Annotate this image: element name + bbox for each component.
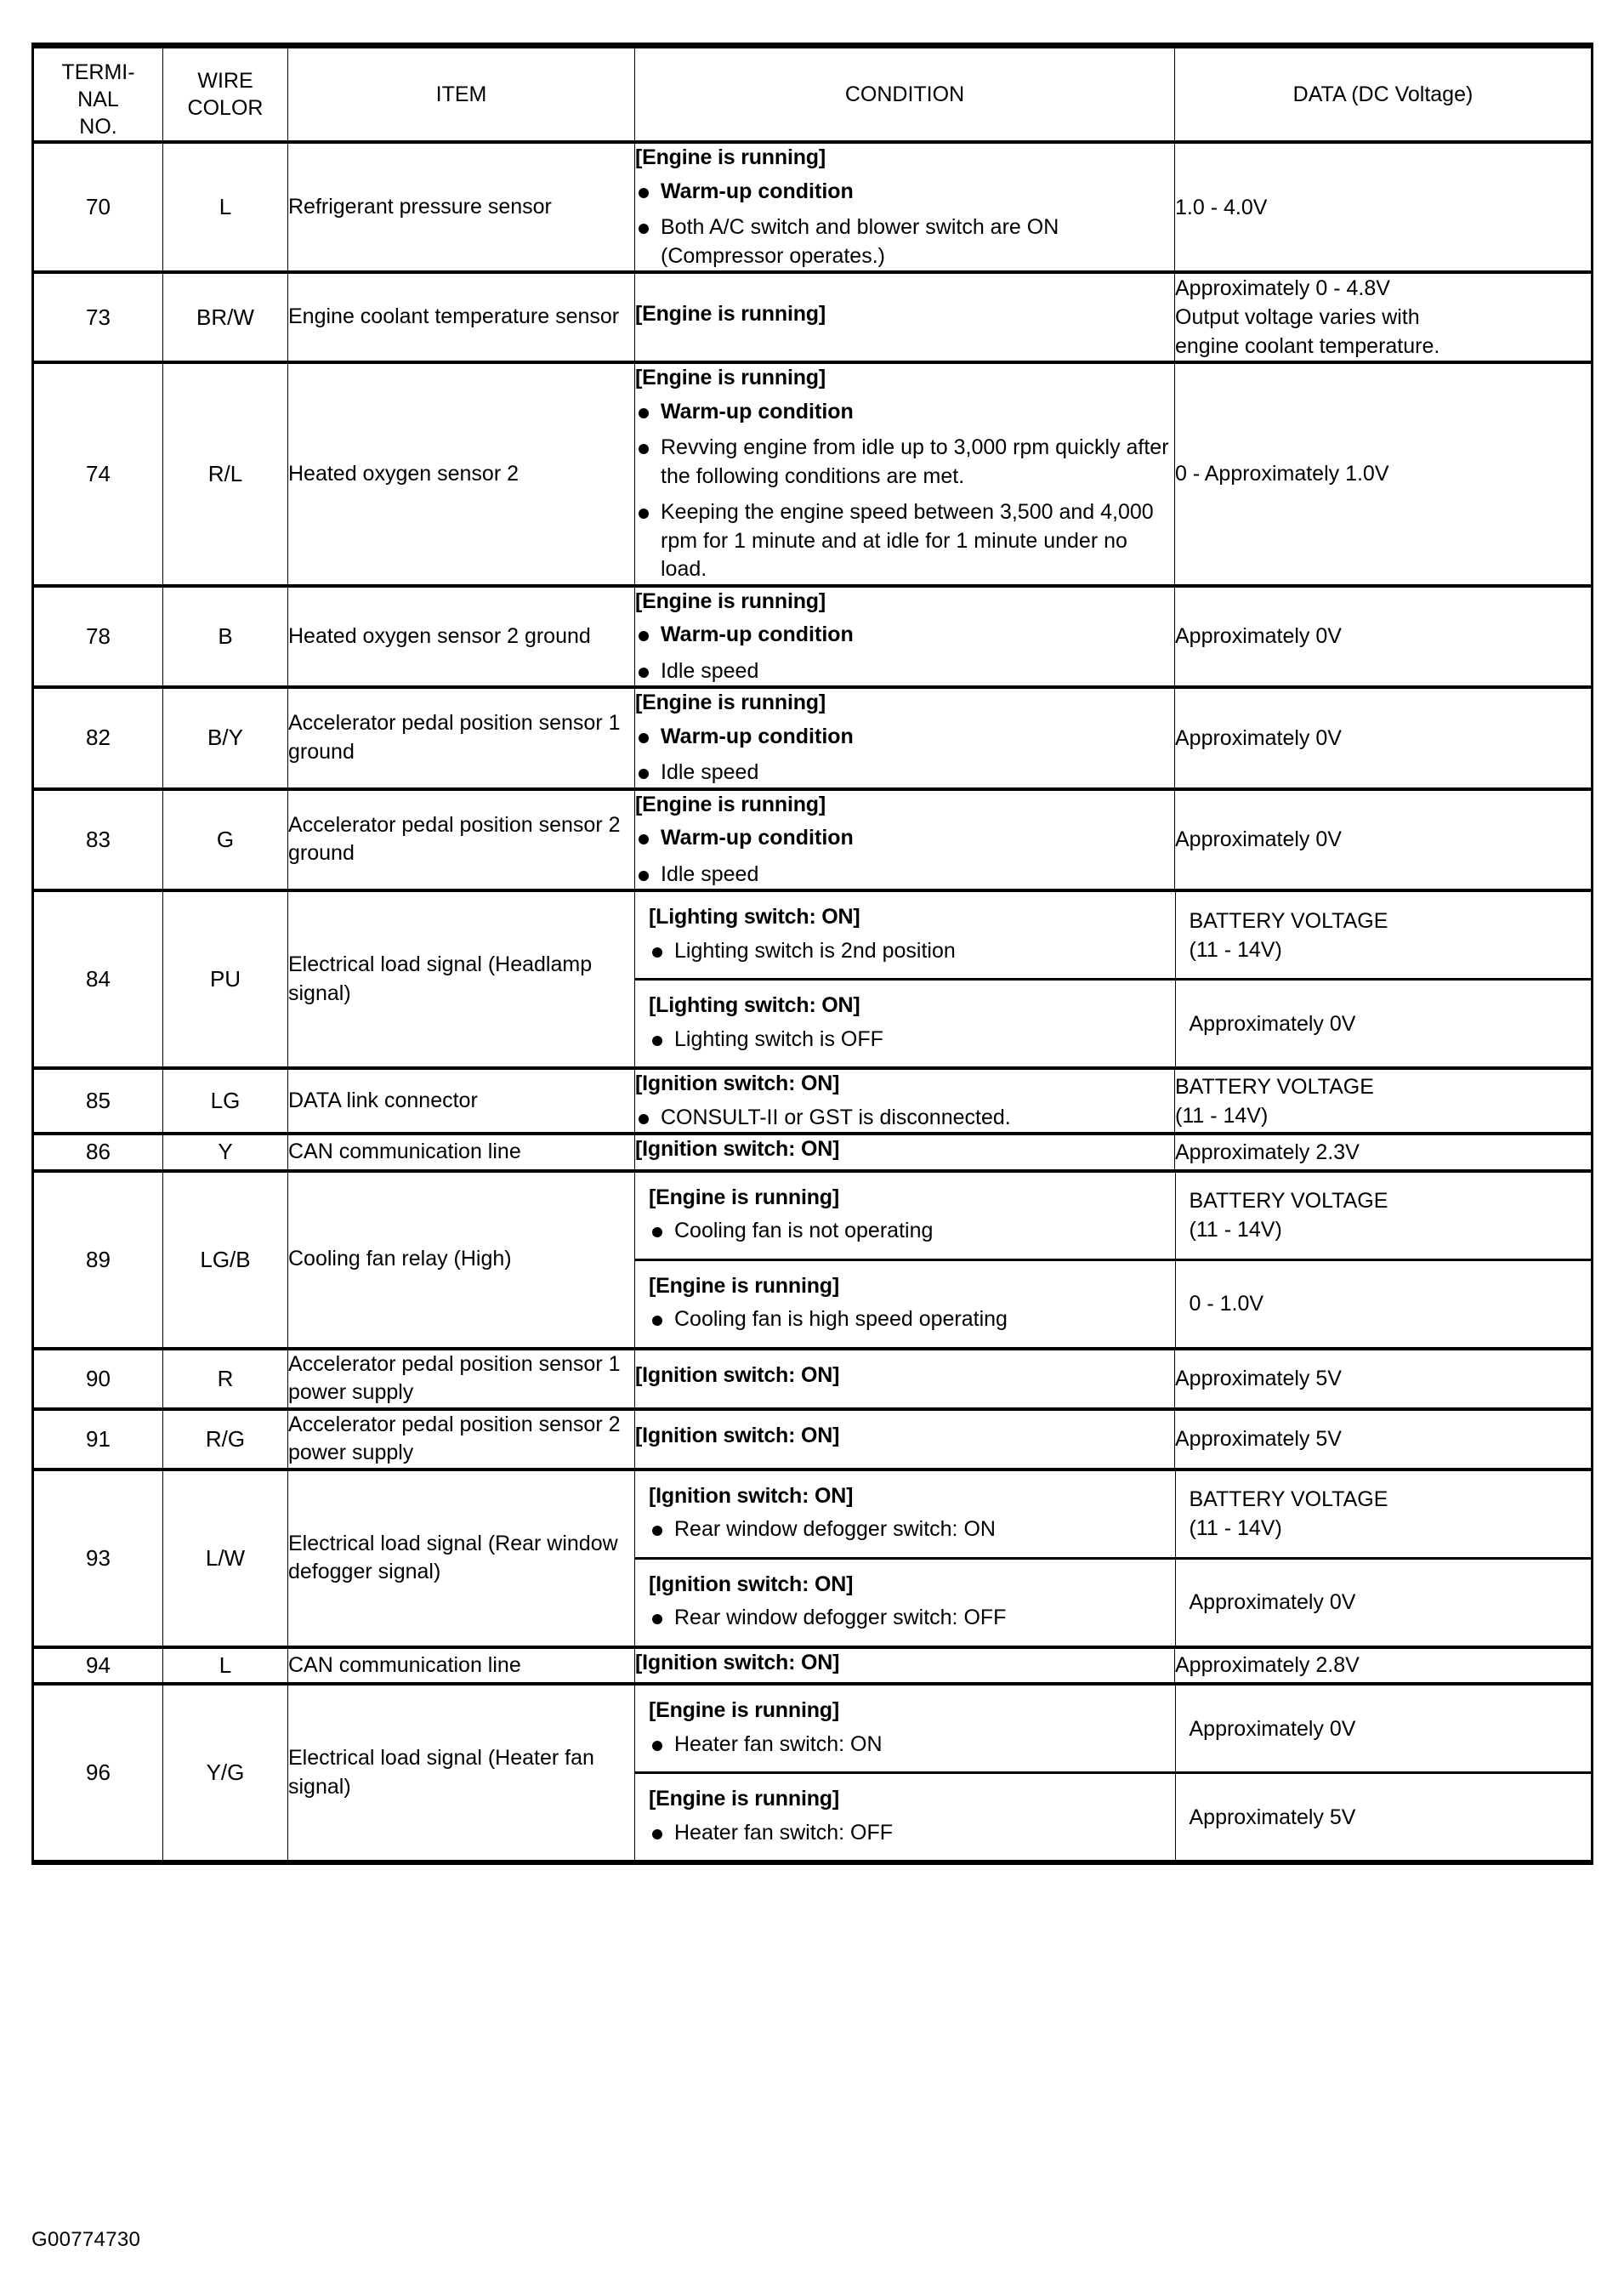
data-value-line: Approximately 2.3V [1175,1140,1360,1164]
cell-item: CAN communication line [288,1134,635,1171]
cell-item: Cooling fan relay (High) [288,1171,635,1349]
cell-condition [635,272,1175,362]
header-line-2: COLOR [187,96,264,120]
condition-bullet-list [635,1104,1174,1133]
cell-data [1175,1647,1593,1685]
cell-item: Accelerator pedal position sensor 2 ground [288,789,635,891]
condition-heading: [Engine is running] [635,691,826,714]
table-row [33,1171,1593,1349]
condition-bullet: CONSULT-II or GST is disconnected. [635,1104,1174,1133]
condition-bullet-list [649,1217,1167,1246]
cell-condition-data-group [635,1470,1593,1647]
condition-data-subrow [635,1471,1593,1559]
data-value-line: BATTERY VOLTAGE [1189,1487,1388,1511]
data-value-line: BATTERY VOLTAGE [1175,1074,1374,1099]
cell-item: Accelerator pedal position sensor 2 power supply [288,1409,635,1470]
cell-data [1175,1259,1593,1347]
condition-heading: [Ignition switch: ON] [649,1483,854,1508]
data-value-line: engine coolant temperature. [1175,334,1440,358]
cell-condition [635,1134,1175,1171]
condition-data-subrow [635,1173,1593,1260]
condition-bullet-list [649,1731,1167,1759]
terminal-spec-table [31,43,1593,1865]
cell-data [1175,789,1593,891]
condition-heading: [Engine is running] [635,588,826,613]
data-value-line: Approximately 0V [1189,1716,1356,1741]
cell-item: Refrigerant pressure sensor [288,142,635,272]
condition-data-subrow [635,1686,1593,1773]
cell-data [1175,1471,1593,1559]
cell-terminal-no: 96 [33,1684,163,1862]
condition-data-subrow [635,1773,1593,1861]
cell-terminal-no: 70 [33,142,163,272]
table-row [33,362,1593,586]
condition-heading: [Ignition switch: ON] [635,1072,840,1095]
condition-heading: [Engine is running] [649,1787,839,1811]
data-value-line: Approximately 5V [1175,1367,1342,1390]
condition-bullet: Rear window defogger switch: OFF [649,1604,1167,1633]
cell-item: Electrical load signal (Rear window defogger signal) [288,1470,635,1647]
condition-data-subtable [635,1173,1593,1347]
condition-bullet: Warm-up condition [635,824,1174,853]
condition-bullet: Cooling fan is high speed operating [649,1305,1167,1334]
condition-bullet-list [635,178,1174,271]
cell-condition [635,1409,1175,1470]
condition-bullet: Heater fan switch: OFF [649,1819,1167,1848]
condition-bullet-list [649,1515,1167,1544]
cell-condition [635,789,1175,891]
condition-heading: [Engine is running] [649,1698,839,1722]
table-header [33,46,1593,143]
data-value-line: Approximately 2.8V [1175,1653,1360,1678]
cell-item: DATA link connector [288,1068,635,1134]
data-value-line: (11 - 14V) [1189,1218,1282,1242]
cell-wire-color: R/G [163,1409,288,1470]
header-line-1: WIRE [197,69,253,93]
condition-bullet-list [635,398,1174,584]
condition-bullet-list [649,1305,1167,1334]
condition-heading: [Engine is running] [635,366,826,389]
cell-terminal-no: 90 [33,1349,163,1409]
condition-bullet: Revving engine from idle up to 3,000 rpm quickly after the following conditions are met. [635,434,1174,491]
header-row [33,46,1593,143]
cell-data [1175,1068,1593,1134]
cell-data [1175,272,1593,362]
table-row [33,142,1593,272]
table-row [33,1647,1593,1685]
condition-heading: [Ignition switch: ON] [635,1650,840,1674]
cell-condition [635,586,1175,688]
header-line-2: NAL [77,88,119,111]
condition-bullet-list [635,621,1174,685]
cell-data [1175,1773,1593,1861]
cell-wire-color: BR/W [163,272,288,362]
cell-terminal-no: 94 [33,1647,163,1685]
column-header-terminal-no [33,46,163,143]
cell-condition [635,1558,1175,1646]
condition-data-subtable [635,892,1593,1066]
cell-wire-color: R [163,1349,288,1409]
cell-condition-data-group [635,1684,1593,1862]
cell-condition [635,142,1175,272]
data-value-line: Approximately 5V [1175,1427,1342,1451]
cell-data [1175,1173,1593,1260]
condition-bullet: Cooling fan is not operating [649,1217,1167,1246]
cell-data [1175,586,1593,688]
condition-heading: [Engine is running] [635,302,826,327]
cell-wire-color: R/L [163,362,288,586]
data-value-line: BATTERY VOLTAGE [1189,1189,1388,1213]
table-row [33,1349,1593,1409]
cell-terminal-no: 82 [33,687,163,789]
cell-item: Heated oxygen sensor 2 ground [288,586,635,688]
cell-condition [635,687,1175,789]
cell-wire-color: Y/G [163,1684,288,1862]
cell-data [1175,1349,1593,1409]
table-row [33,1068,1593,1134]
condition-bullet: Both A/C switch and blower switch are ON (Compressor operates.) [635,213,1174,270]
table-row [33,890,1593,1068]
cell-data [1175,1409,1593,1470]
column-header-item: ITEM [288,46,635,143]
data-value-line: Approximately 0V [1175,624,1342,649]
condition-bullet: Idle speed [635,759,1174,787]
condition-heading: [Engine is running] [635,145,826,169]
cell-terminal-no: 83 [33,789,163,891]
cell-condition [635,1773,1175,1861]
cell-condition [635,1471,1175,1559]
cell-condition [635,1173,1175,1260]
cell-wire-color: LG [163,1068,288,1134]
cell-terminal-no: 86 [33,1134,163,1171]
data-value-line: (11 - 14V) [1175,1103,1269,1128]
condition-heading: [Ignition switch: ON] [649,1572,854,1596]
condition-bullet-list [649,1026,1167,1055]
table-row [33,1134,1593,1171]
cell-condition [635,892,1175,980]
condition-bullet: Heater fan switch: ON [649,1731,1167,1759]
cell-item: Engine coolant temperature sensor [288,272,635,362]
cell-wire-color: L/W [163,1470,288,1647]
condition-bullet: Idle speed [635,861,1174,890]
cell-item: CAN communication line [288,1647,635,1685]
cell-wire-color: B/Y [163,687,288,789]
condition-data-subrow [635,980,1593,1067]
header-line-1: TERMI- [61,60,135,84]
cell-data [1175,1686,1593,1773]
cell-item: Accelerator pedal position sensor 1 power supply [288,1349,635,1409]
condition-heading: [Engine is running] [635,792,826,816]
table-row [33,1470,1593,1647]
data-value-line: (11 - 14V) [1189,937,1282,962]
condition-bullet: Warm-up condition [635,398,1174,427]
table-row [33,1409,1593,1470]
condition-bullet-list [635,723,1174,787]
condition-bullet-list [649,1604,1167,1633]
cell-wire-color: PU [163,890,288,1068]
cell-condition [635,1068,1175,1134]
cell-data [1175,892,1593,980]
cell-condition-data-group [635,890,1593,1068]
data-value-line: (11 - 14V) [1189,1516,1282,1540]
column-header-condition: CONDITION [635,46,1175,143]
cell-terminal-no: 78 [33,586,163,688]
data-value-line: Approximately 0V [1189,1011,1356,1036]
data-value-line: Approximately 0V [1189,1590,1356,1614]
figure-reference-code: G00774730 [31,2228,141,2251]
cell-wire-color: Y [163,1134,288,1171]
condition-bullet: Keeping the engine speed between 3,500 and 4,000 rpm for 1 minute and at idle for 1 minute under no load. [635,498,1174,584]
cell-condition-data-group [635,1171,1593,1349]
cell-item: Accelerator pedal position sensor 1 ground [288,687,635,789]
condition-heading: [Lighting switch: ON] [649,993,860,1017]
condition-data-subrow [635,1558,1593,1646]
data-value-line: Approximately 0V [1175,827,1342,852]
condition-heading: [Engine is running] [649,1273,839,1298]
condition-bullet: Idle speed [635,657,1174,686]
condition-bullet: Warm-up condition [635,621,1174,650]
condition-bullet-list [649,1819,1167,1848]
table-row [33,687,1593,789]
cell-terminal-no: 91 [33,1409,163,1470]
table-row [33,789,1593,891]
cell-wire-color: B [163,586,288,688]
cell-terminal-no: 84 [33,890,163,1068]
condition-bullet: Lighting switch is 2nd position [649,937,1167,966]
cell-data [1175,1134,1593,1171]
cell-item: Heated oxygen sensor 2 [288,362,635,586]
data-value-line: 0 - Approximately 1.0V [1175,462,1389,486]
header-line-3: NO. [79,115,117,139]
cell-item: Electrical load signal (Headlamp signal) [288,890,635,1068]
cell-data [1175,362,1593,586]
data-value-line: Approximately 0 - 4.8V [1175,276,1390,300]
condition-heading: [Ignition switch: ON] [635,1424,840,1448]
cell-condition [635,980,1175,1067]
cell-condition [635,1686,1175,1773]
cell-condition [635,362,1175,586]
data-value-line: 0 - 1.0V [1189,1292,1264,1316]
cell-terminal-no: 73 [33,272,163,362]
cell-terminal-no: 89 [33,1171,163,1349]
cell-condition [635,1259,1175,1347]
condition-data-subtable [635,1471,1593,1646]
cell-data [1175,980,1593,1067]
data-value-line: Approximately 5V [1189,1805,1356,1829]
cell-item: Electrical load signal (Heater fan signal) [288,1684,635,1862]
condition-bullet-list [649,937,1167,966]
cell-wire-color: L [163,142,288,272]
data-value-line: Output voltage varies with [1175,305,1420,329]
cell-wire-color: LG/B [163,1171,288,1349]
cell-data [1175,142,1593,272]
condition-bullet: Warm-up condition [635,178,1174,207]
data-value-line: BATTERY VOLTAGE [1189,908,1388,933]
table-body [33,142,1593,1862]
condition-data-subrow [635,892,1593,980]
table-row [33,586,1593,688]
condition-heading: [Engine is running] [649,1185,839,1209]
condition-data-subrow [635,1259,1593,1347]
condition-heading: [Ignition switch: ON] [635,1137,840,1161]
table-row [33,272,1593,362]
condition-bullet: Lighting switch is OFF [649,1026,1167,1055]
cell-data [1175,1558,1593,1646]
cell-data [1175,687,1593,789]
condition-data-subtable [635,1686,1593,1860]
data-value-line: Approximately 0V [1175,725,1342,750]
cell-condition [635,1349,1175,1409]
condition-bullet: Warm-up condition [635,723,1174,752]
column-header-wire-color [163,46,288,143]
cell-terminal-no: 85 [33,1068,163,1134]
condition-bullet-list [635,824,1174,889]
table-row [33,1684,1593,1862]
cell-wire-color: G [163,789,288,891]
condition-heading: [Lighting switch: ON] [649,905,860,929]
cell-terminal-no: 74 [33,362,163,586]
condition-heading: [Ignition switch: ON] [635,1363,840,1388]
cell-terminal-no: 93 [33,1470,163,1647]
condition-bullet: Rear window defogger switch: ON [649,1515,1167,1544]
cell-wire-color: L [163,1647,288,1685]
cell-condition [635,1647,1175,1685]
column-header-data: DATA (DC Voltage) [1175,46,1593,143]
data-value-line: 1.0 - 4.0V [1175,195,1268,219]
terminal-spec-table-wrapper [31,43,1591,1865]
